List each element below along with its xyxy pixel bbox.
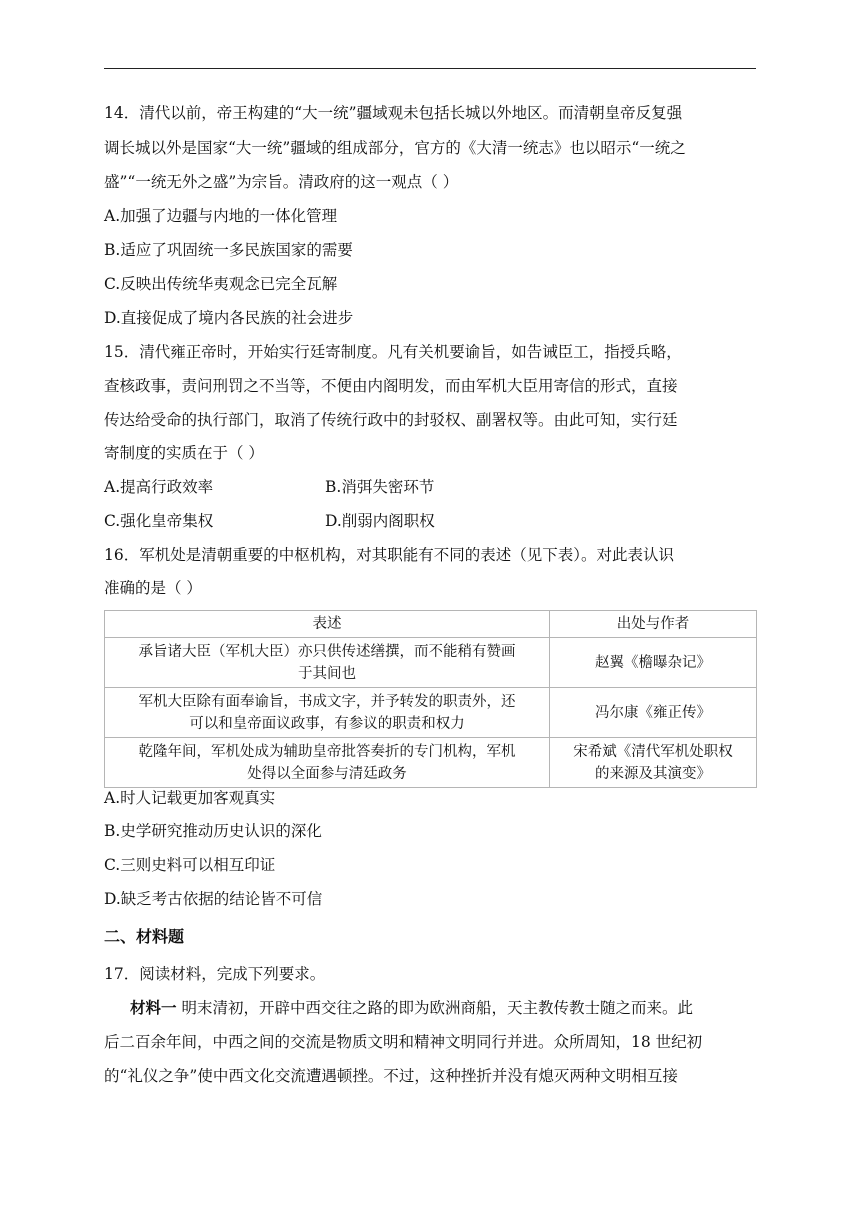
q16-option-d[interactable]: D.缺乏考古依据的结论皆不可信 <box>104 890 323 908</box>
table-row <box>105 738 757 788</box>
q16-option-a[interactable]: A.时人记载更加客观真实 <box>104 789 276 807</box>
q14-option-a[interactable]: A.加强了边疆与内地的一体化管理 <box>104 207 338 225</box>
table-cell-source <box>550 638 757 688</box>
table-row <box>105 688 757 738</box>
q15-stem-line-1: 15．清代雍正帝时，开始实行廷寄制度。凡有关机要谕旨，如告诫臣工，指授兵略， <box>104 343 682 361</box>
material-label: 材料一 <box>130 998 177 1017</box>
table-cell-statement <box>105 688 550 738</box>
q15-option-a[interactable]: A.提高行政效率 <box>104 478 214 496</box>
q15-option-d[interactable]: D.削弱内阁职权 <box>325 512 435 530</box>
table-header-row <box>105 611 757 638</box>
q17-material-line-3: 的“礼仪之争”使中西文化交流遭遇顿挫。不过，这种挫折并没有熄灭两种文明相互接 <box>104 1067 678 1085</box>
statement-line: 处得以全面参与清廷政务 <box>247 765 407 782</box>
table-cell-statement <box>105 638 550 688</box>
statement-line: 承旨诸大臣（军机大臣）亦只供传述缮撰，而不能稍有赞画 <box>138 643 516 660</box>
q14-option-c[interactable]: C.反映出传统华夷观念已完全瓦解 <box>104 275 338 293</box>
table-cell-statement <box>105 738 550 788</box>
q15-stem-line-4: 寄制度的实质在于（ ） <box>104 444 264 462</box>
q14-option-b[interactable]: B.适应了巩固统一多民族国家的需要 <box>104 241 353 259</box>
statement-line: 可以和皇帝面议政事，有参议的职责和权力 <box>189 715 465 732</box>
section-title: 二、材料题 <box>104 927 185 946</box>
material-text: 明末清初，开辟中西交往之路的即为欧洲商船，天主教传教士随之而来。此 <box>176 999 693 1017</box>
q16-option-c[interactable]: C.三则史料可以相互印证 <box>104 856 276 874</box>
q17-material-line-2: 后二百余年间，中西之间的交流是物质文明和精神文明同行并进。众所周知，18 世纪初 <box>104 1033 703 1051</box>
q17-stem: 17．阅读材料，完成下列要求。 <box>104 965 326 983</box>
q15-stem-line-3: 传达给受命的执行部门，取消了传统行政中的封驳权、副署权等。由此可知，实行廷 <box>104 411 678 429</box>
statement-line: 乾隆年间，军机处成为辅助皇帝批答奏折的专门机构，军机 <box>138 743 516 760</box>
source-line: 赵翼《檐曝杂记》 <box>595 654 711 671</box>
q17-material-line-1 <box>130 998 693 1018</box>
table-header-statement: 表述 <box>105 611 550 638</box>
q14-stem-line-3: 盛”“一统无外之盛”为宗旨。清政府的这一观点（ ） <box>104 173 459 191</box>
statement-line: 于其间也 <box>298 665 356 682</box>
table-cell-source <box>550 688 757 738</box>
q15-option-b[interactable]: B.消弭失密环节 <box>325 478 435 496</box>
q16-stem-line-1: 16．军机处是清朝重要的中枢机构，对其职能有不同的表述（见下表）。对此表认识 <box>104 546 674 564</box>
source-line: 的来源及其演变》 <box>595 765 711 782</box>
q14-stem-line-2: 调长城以外是国家“大一统”疆域的组成部分，官方的《大清一统志》也以昭示“一统之 <box>104 139 686 157</box>
q15-stem-line-2: 查核政事，责问刑罚之不当等，不便由内阁明发，而由军机大臣用寄信的形式，直接 <box>104 377 678 395</box>
source-line: 冯尔康《雍正传》 <box>595 704 711 721</box>
q14-option-d[interactable]: D.直接促成了境内各民族的社会进步 <box>104 309 354 327</box>
header-rule <box>104 68 756 69</box>
q14-stem-line-1: 14．清代以前，帝王构建的“大一统”疆域观未包括长城以外地区。而清朝皇帝反复强 <box>104 104 683 122</box>
table-cell-source <box>550 738 757 788</box>
q15-option-c[interactable]: C.强化皇帝集权 <box>104 512 214 530</box>
q16-table <box>104 610 757 788</box>
q16-option-b[interactable]: B.史学研究推动历史认识的深化 <box>104 822 322 840</box>
source-line: 宋希斌《清代军机处职权 <box>573 743 733 760</box>
statement-line: 军机大臣除有面奉谕旨，书成文字，并予转发的职责外，还 <box>138 693 516 710</box>
table-row <box>105 638 757 688</box>
table-header-source: 出处与作者 <box>550 611 757 638</box>
q16-stem-line-2: 准确的是（ ） <box>104 579 202 597</box>
